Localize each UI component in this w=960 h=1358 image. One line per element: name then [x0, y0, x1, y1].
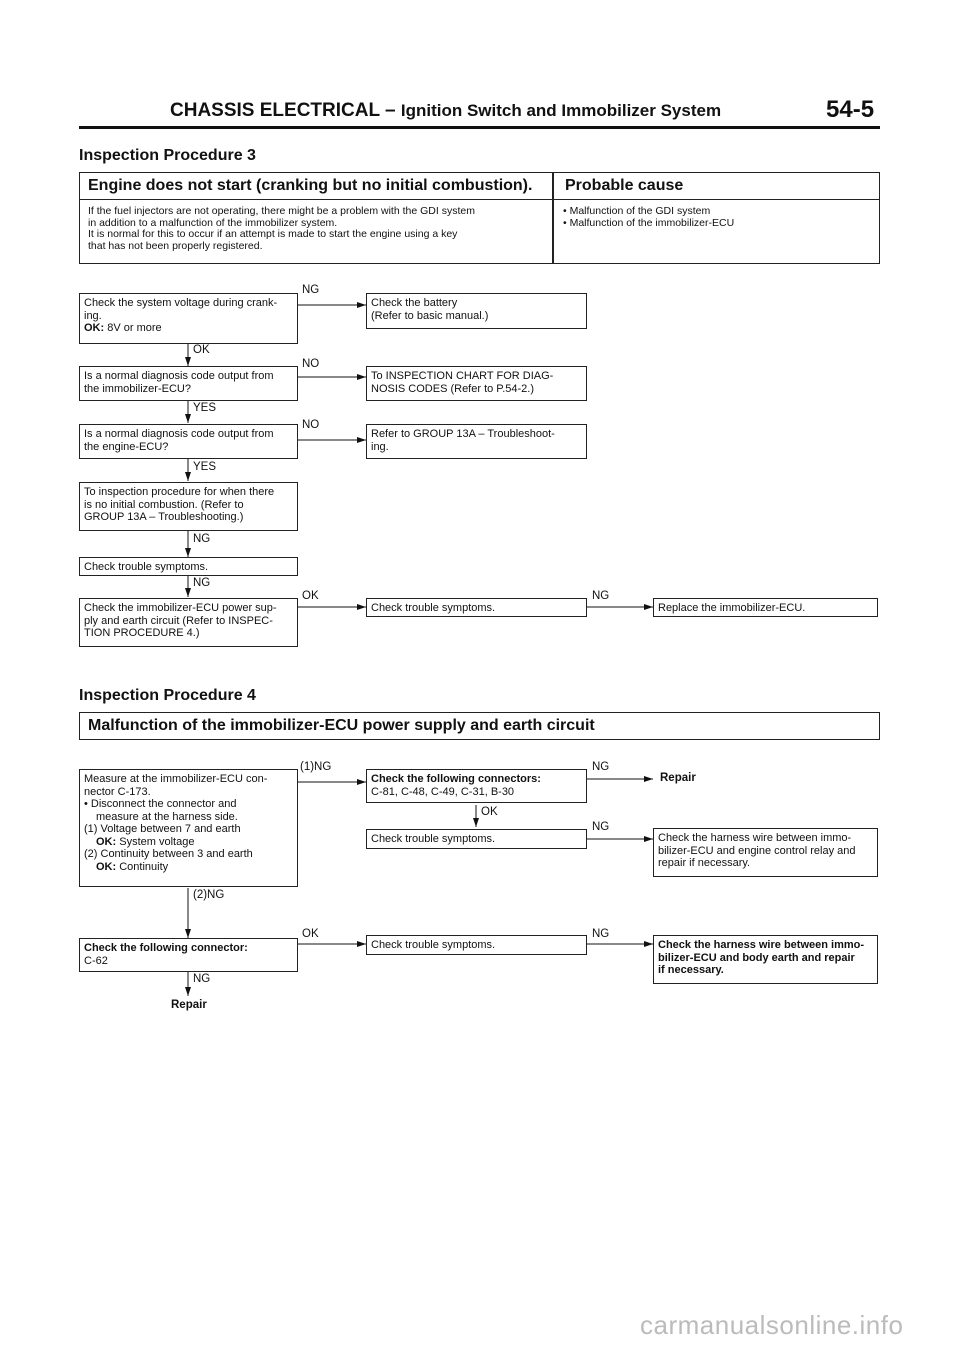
check-trouble-symptoms-box: Check trouble symptoms.: [366, 829, 587, 849]
ng2-label: (2)NG: [193, 889, 225, 901]
check-immobilizer-power-supply-box: Check the immobilizer-ECU power sup- ply and earth circuit (Refer to INSPEC- TION PROCEDURE 4.): [79, 598, 298, 647]
immobilizer-ecu-diag-question-box: Is a normal diagnosis code output from the immobilizer-ECU?: [79, 366, 298, 401]
measure-immobilizer-connector-box: Measure at the immobilizer-ECU con- nector C-173. • Disconnect the connector and measure at the harness side. (1) Voltage between 7 and earth OK: System voltage (2) Continuity between 3 and earth OK: Continuity: [79, 769, 298, 887]
ng-label: NG: [193, 973, 211, 985]
no-initial-combustion-procedure-box: To inspection procedure for when there is no initial combustion. (Refer to GROUP 13A – Troubleshooting.): [79, 482, 298, 531]
check-trouble-symptoms-box: Check trouble symptoms.: [366, 935, 587, 955]
ok-label: OK: [193, 344, 210, 356]
procedure-3-title: Inspection Procedure 3: [79, 147, 256, 164]
check-trouble-symptoms-box: Check trouble symptoms.: [79, 557, 298, 576]
procedure-4-symptom-title: Malfunction of the immobilizer-ECU power supply and earth circuit: [88, 717, 595, 734]
ng-label: NG: [592, 590, 610, 602]
ng-label: NG: [592, 928, 610, 940]
yes-label: YES: [193, 461, 217, 473]
probable-cause-title: Probable cause: [565, 177, 684, 194]
ng-label: NG: [592, 761, 610, 773]
ng-label: NG: [592, 821, 610, 833]
refer-group-13a-box: Refer to GROUP 13A – Troubleshoot- ing.: [366, 424, 587, 459]
page-header-title: CHASSIS ELECTRICAL – Ignition Switch and Immobilizer System: [170, 100, 722, 121]
ng-label: NG: [302, 284, 320, 296]
ok-label: OK: [302, 590, 319, 602]
check-harness-relay-box: Check the harness wire between immo- bilizer-ECU and engine control relay and repair if necessary.: [653, 828, 878, 877]
check-connectors-box: Check the following connectors: C-81, C-48, C-49, C-31, B-30: [366, 769, 587, 803]
ng-label: NG: [193, 577, 211, 589]
repair-label: Repair: [660, 772, 696, 784]
repair-label: Repair: [171, 999, 207, 1011]
engine-ecu-diag-question-box: Is a normal diagnosis code output from the engine-ECU?: [79, 424, 298, 459]
no-label: NO: [302, 419, 320, 431]
ok-label: OK: [481, 806, 498, 818]
replace-immobilizer-ecu-box: Replace the immobilizer-ECU.: [653, 598, 878, 617]
symptom-description: If the fuel injectors are not operating, there might be a problem with the GDI system in addition to a malfunction of the immobilizer system. It is normal for this to occur if an attempt is made to start the engine using a key that has not been properly registered.: [88, 205, 475, 252]
watermark: carmanualsonline.info: [640, 1310, 904, 1340]
ok-label: OK: [302, 928, 319, 940]
check-trouble-symptoms-box: Check trouble symptoms.: [366, 598, 587, 617]
check-harness-earth-box: Check the harness wire between immo- bilizer-ECU and body earth and repair if necessary.: [653, 935, 878, 984]
probable-causes-list: • Malfunction of the GDI system • Malfunction of the immobilizer-ECU: [563, 205, 735, 229]
check-connector-c62-box: Check the following connector: C-62: [79, 938, 298, 972]
page-number: 54-5: [826, 96, 875, 123]
ng-label: NG: [193, 533, 211, 545]
procedure-4-title: Inspection Procedure 4: [79, 687, 256, 704]
yes-label: YES: [193, 402, 217, 414]
symptom-title: Engine does not start (cranking but no initial combustion).: [88, 177, 533, 194]
check-system-voltage-box: Check the system voltage during crank- ing. OK: 8V or more: [79, 293, 298, 344]
check-battery-box: Check the battery (Refer to basic manual.): [366, 293, 587, 329]
ng1-label: (1)NG: [300, 761, 332, 773]
inspection-chart-box: To INSPECTION CHART FOR DIAG- NOSIS CODES (Refer to P.54-2.): [366, 366, 587, 401]
no-label: NO: [302, 358, 320, 370]
